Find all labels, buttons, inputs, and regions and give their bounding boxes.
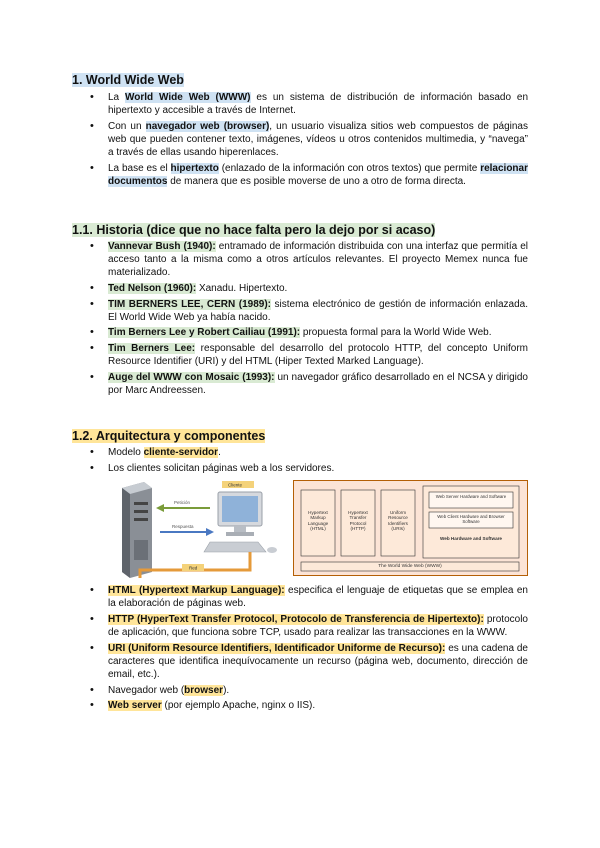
http-box-label: Hypertext Transfer Protocol (HTTP) <box>348 510 368 532</box>
list-item: • URI (Uniform Resource Identifiers, Identificador Uniforme de Recurso): es una cadena de caracteres que identifica inequívocamente un recurso (página web, documento, dirección de email, etc.). <box>72 642 528 682</box>
section-heading-www: 1. World Wide Web <box>72 73 184 87</box>
list-item: • HTTP (HyperText Transfer Protocol, Protocolo de Transferencia de Hipertexto): protocolo de aplicación, que funciona sobre TCP, usado para realizar las transacciones en la WWW. <box>72 613 528 639</box>
uri-box-label: Uniform Resource Identifiers (URIs) <box>388 510 408 532</box>
list-item: • Auge del WWW con Mosaic (1993): un navegador gráfico desarrollado en el NCSA y dirigido por Marc Andreessen. <box>72 371 528 397</box>
list-item: • Tim Berners Lee y Robert Cailiau (1991): propuesta formal para la World Wide Web. <box>72 326 528 339</box>
arquitectura-bullet-list-bottom <box>72 584 528 715</box>
request-label: Petición <box>174 500 191 505</box>
list-item: • Modelo cliente-servidor. <box>72 446 528 459</box>
www-footer-label: The World Wide Web (WWW) <box>378 564 442 569</box>
list-item: • Tim Berners Lee: responsable del desarrollo del protocolo HTTP, del concepto Uniform Resource Identifier (URI) y del HTML (Hiper Texted Marked Language). <box>72 342 528 368</box>
client-server-illustration <box>110 480 285 580</box>
list-item: • Ted Nelson (1960): Xanadu. Hipertexto. <box>72 282 528 295</box>
list-item: • La base es el hipertexto (enlazado de la información con otros textos) que permite relacionar documentos de manera que es posible moverse de uno a otro de forma directa. <box>72 162 528 188</box>
list-item: • Con un navegador web (browser), un usuario visualiza sitios web compuestos de páginas web que pueden contener texto, imágenes, vídeos u otros contenidos multimedia, y “navega” a través de ellas usando hiperenlaces. <box>72 120 528 160</box>
web-hw-caption: Web Hardware and Software <box>440 536 502 541</box>
www-bullet-list <box>72 91 528 191</box>
list-item: • Web server (por ejemplo Apache, nginx o IIS). <box>72 699 528 712</box>
architecture-figures <box>110 480 530 580</box>
list-item: • Los clientes solicitan páginas web a los servidores. <box>72 462 528 475</box>
html-box-label: Hypertext Markup Language (HTML) <box>307 510 329 532</box>
section-heading-historia: 1.1. Historia (dice que no hace falta pero la dejo por si acaso) <box>72 223 436 237</box>
www-components-diagram <box>293 480 528 576</box>
historia-bullet-list <box>72 240 528 400</box>
response-label: Respuesta <box>172 524 194 529</box>
list-item: • La World Wide Web (WWW) es un sistema de distribución de información basado en hipertexto y accesible a través de Internet. <box>72 91 528 117</box>
list-item: • Navegador web (browser). <box>72 684 528 697</box>
section-heading-arquitectura: 1.2. Arquitectura y componentes <box>72 429 266 443</box>
web-server-hw-label: Web Server Hardware and Software <box>435 494 507 499</box>
network-label: Red <box>189 565 198 571</box>
arquitectura-bullet-list-top <box>72 446 528 477</box>
list-item: • TIM BERNERS LEE, CERN (1989): sistema electrónico de gestión de información enlazada. El World Wide Web ya había nacido. <box>72 298 528 324</box>
list-item: • HTML (Hypertext Markup Language): especifica el lenguaje de etiquetas que se emplea en la elaboración de páginas web. <box>72 584 528 610</box>
web-client-hw-label: Web Client Hardware and Browser Software <box>437 514 505 524</box>
client-label: Cliente <box>228 482 243 488</box>
list-item: • Vannevar Bush (1940): entramado de información distribuida con una interfaz que permitía el acceso tanto a la misma como a otros artículos relevantes. El proyecto Memex nunca fue materializado. <box>72 240 528 280</box>
